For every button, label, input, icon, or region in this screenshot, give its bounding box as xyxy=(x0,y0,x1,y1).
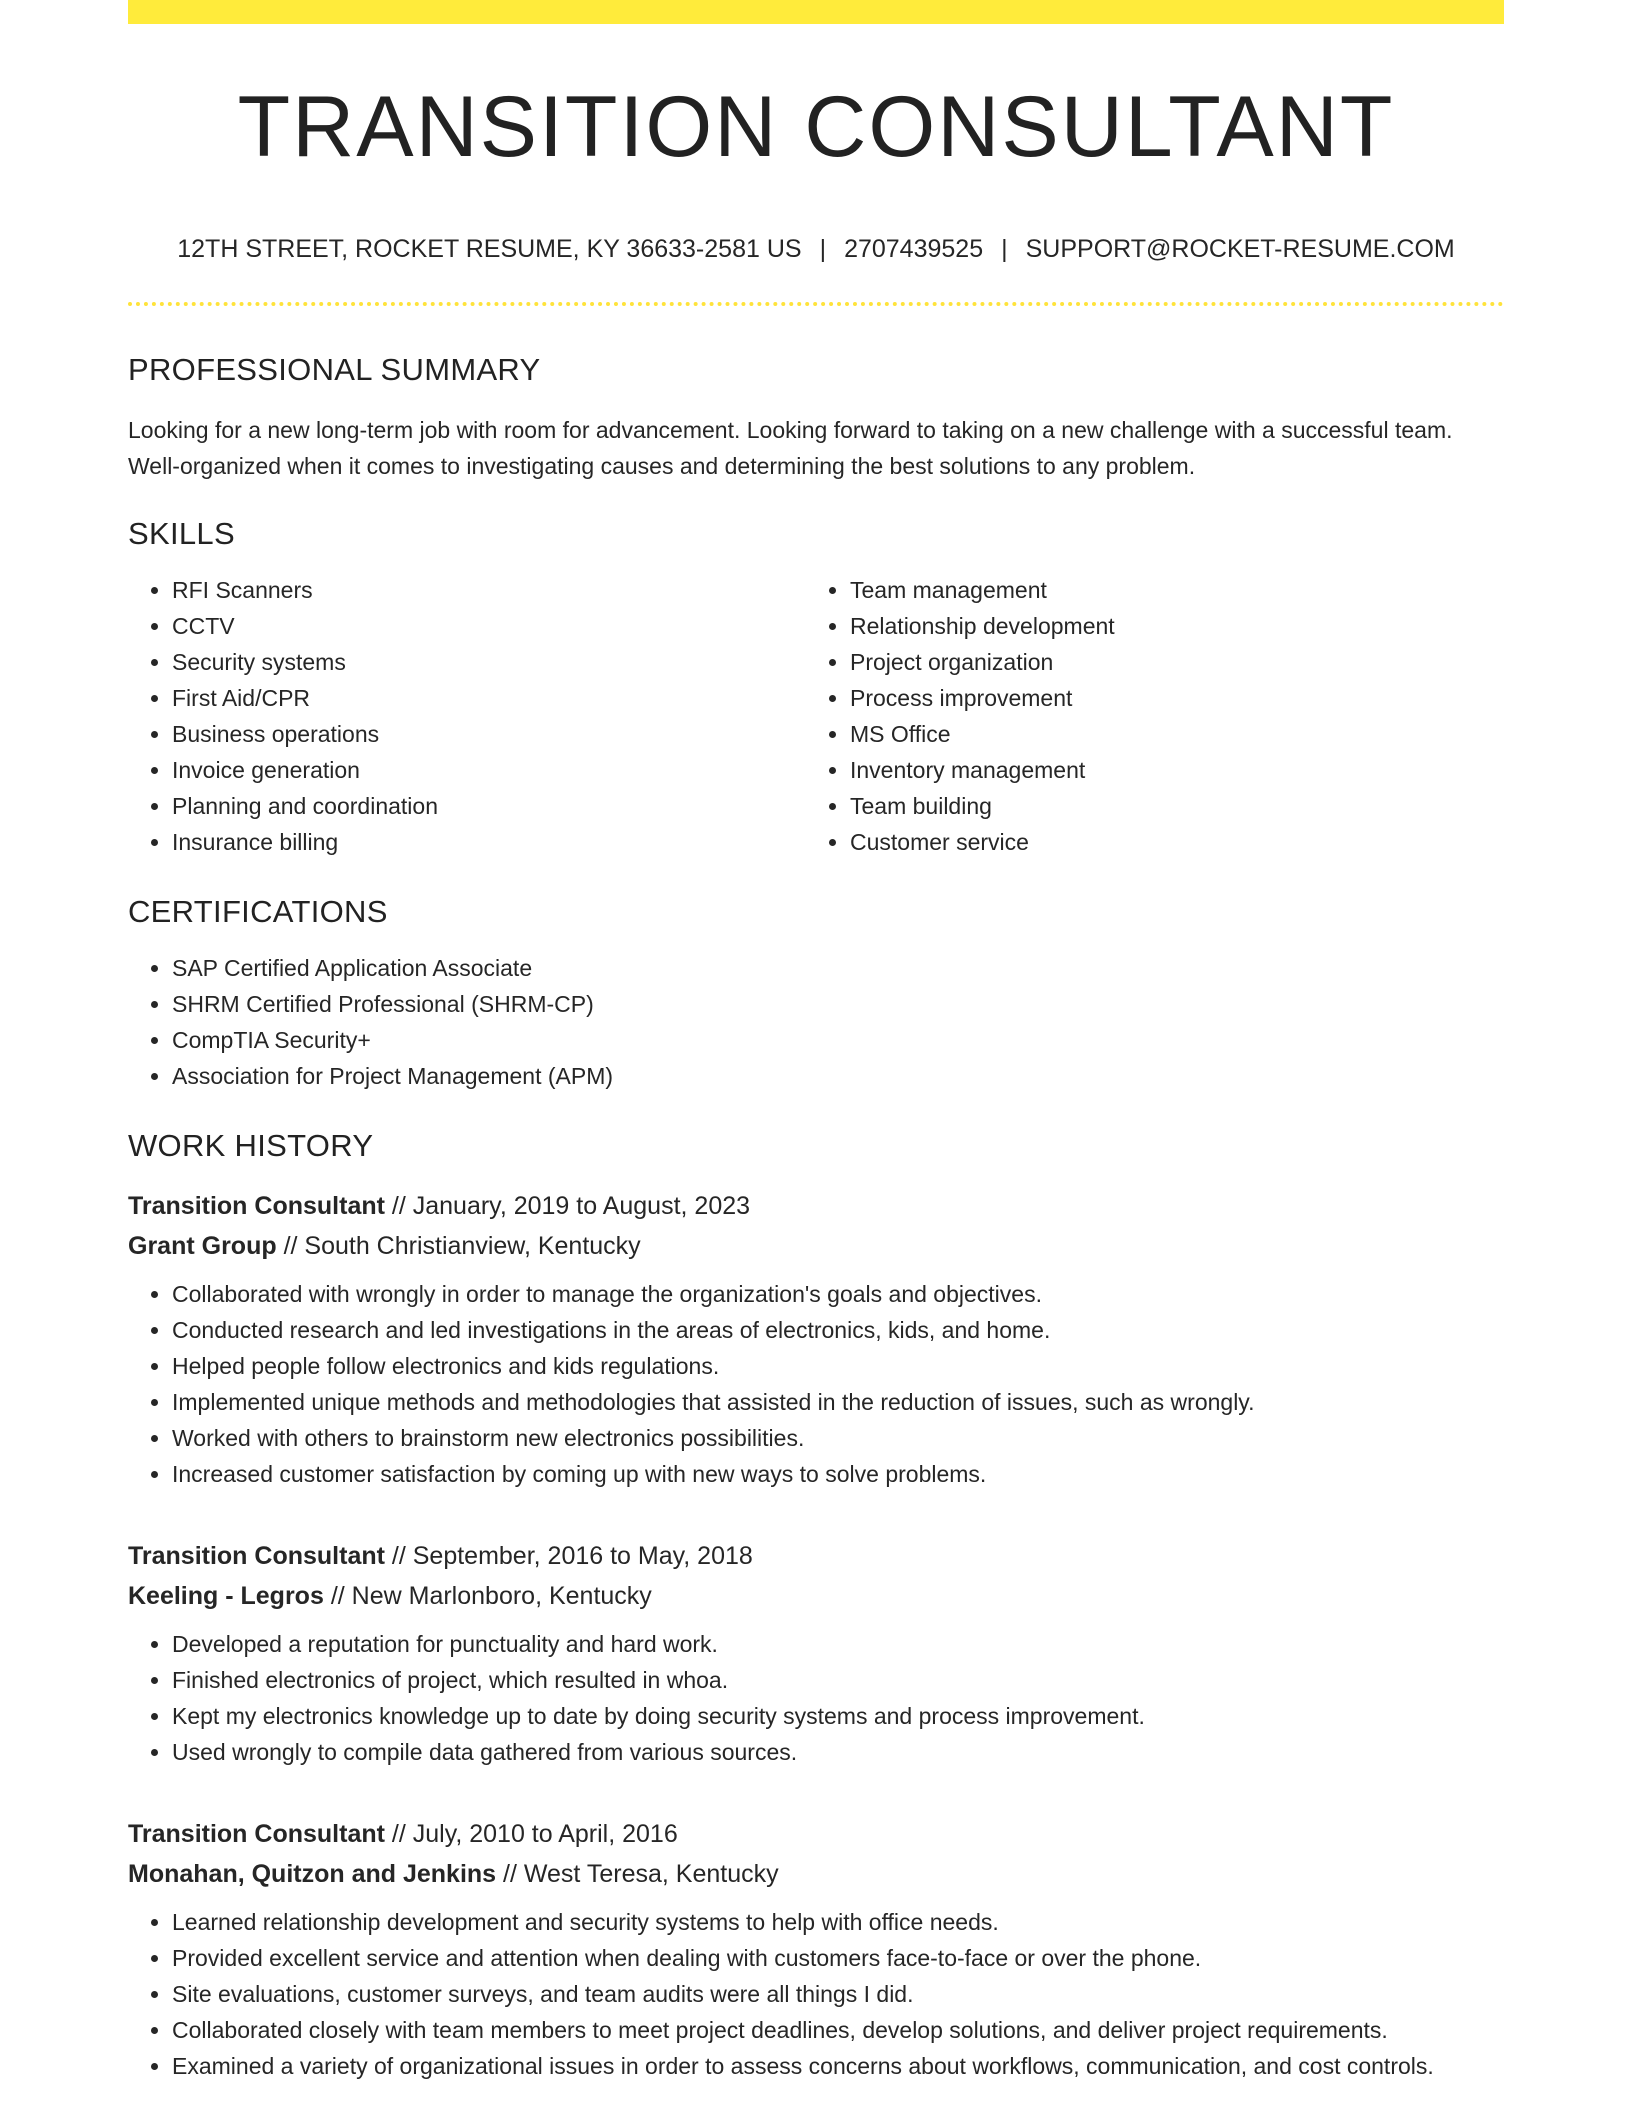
job-company: Monahan, Quitzon and Jenkins xyxy=(128,1860,497,1888)
job-company: Keeling - Legros xyxy=(128,1582,324,1610)
job-location: // South Christianview, Kentucky xyxy=(283,1232,641,1260)
job-role: Transition Consultant xyxy=(128,1820,385,1848)
job-dates: // July, 2010 to April, 2016 xyxy=(391,1820,678,1848)
job-bullets xyxy=(128,1904,1504,2084)
skills-list-left xyxy=(128,572,806,860)
list-item: • Team building xyxy=(850,788,1115,824)
job-location: // New Marlonboro, Kentucky xyxy=(330,1582,652,1610)
list-item: • SHRM Certified Professional (SHRM-CP) xyxy=(172,986,1504,1022)
candidate-title: TRANSITION CONSULTANT xyxy=(237,79,1395,175)
skills-columns xyxy=(128,572,1504,860)
list-item: • First Aid/CPR xyxy=(172,680,806,716)
list-item: • Customer service xyxy=(850,824,1115,860)
job-entry xyxy=(128,1186,1504,1492)
skills-left-column xyxy=(128,572,806,860)
list-item: • Conducted research and led investigations in the areas of electronics, kids, and home. xyxy=(172,1312,1504,1348)
list-item: • CompTIA Security+ xyxy=(172,1022,1504,1058)
summary-text: Looking for a new long-term job with room for advancement. Looking forward to taking on a new challenge with a successful team. Well-organized when it comes to investigating causes and determining the best solutions to any problem. xyxy=(128,417,1453,479)
summary-heading: PROFESSIONAL SUMMARY xyxy=(128,352,541,387)
job-company: Grant Group xyxy=(128,1232,277,1260)
list-item: • Helped people follow electronics and kids regulations. xyxy=(172,1348,1504,1384)
list-item: • Examined a variety of organizational issues in order to assess concerns about workflows, communication, and cost controls. xyxy=(172,2048,1504,2084)
list-item: • Collaborated closely with team members to meet project deadlines, develop solutions, and deliver project requirements. xyxy=(172,2012,1504,2048)
work-history-heading: WORK HISTORY xyxy=(128,1128,374,1163)
list-item: • Kept my electronics knowledge up to date by doing security systems and process improvement. xyxy=(172,1698,1504,1734)
certifications-heading: CERTIFICATIONS xyxy=(128,894,388,929)
list-item: • Process improvement xyxy=(850,680,1115,716)
list-item: • Relationship development xyxy=(850,608,1115,644)
contact-phone: 2707439525 xyxy=(844,235,984,263)
list-item: • Increased customer satisfaction by coming up with new ways to solve problems. xyxy=(172,1456,1504,1492)
skills-heading: SKILLS xyxy=(128,516,235,551)
job-bullets xyxy=(128,1626,1504,1770)
dotted-divider xyxy=(128,302,1504,306)
contact-separator: | xyxy=(819,235,827,263)
list-item: • Team management xyxy=(850,572,1115,608)
job-entry xyxy=(128,1814,1504,2084)
contact-separator: | xyxy=(1001,235,1008,263)
list-item: • Collaborated with wrongly in order to manage the organization's goals and objectives. xyxy=(172,1276,1504,1312)
list-item: • MS Office xyxy=(850,716,1115,752)
job-title-line xyxy=(128,1536,1504,1576)
contact-address: 12TH STREET, ROCKET RESUME, KY 36633-2581 US xyxy=(177,235,802,263)
skills-right-column xyxy=(806,572,1115,860)
job-role: Transition Consultant xyxy=(128,1542,385,1570)
list-item: • Used wrongly to compile data gathered from various sources. xyxy=(172,1734,1504,1770)
list-item: • SAP Certified Application Associate xyxy=(172,950,1504,986)
job-entry xyxy=(128,1536,1504,1770)
job-company-line xyxy=(128,1576,1504,1616)
resume-page xyxy=(128,0,1504,2084)
list-item: • Project organization xyxy=(850,644,1115,680)
job-company-line xyxy=(128,1226,1504,1266)
list-item: • RFI Scanners xyxy=(172,572,806,608)
job-dates: // January, 2019 to August, 2023 xyxy=(391,1192,751,1220)
list-item: • Developed a reputation for punctuality and hard work. xyxy=(172,1626,1504,1662)
list-item: • Worked with others to brainstorm new electronics possibilities. xyxy=(172,1420,1504,1456)
list-item: • Implemented unique methods and methodologies that assisted in the reduction of issues, such as wrongly. xyxy=(172,1384,1504,1420)
job-location: // West Teresa, Kentucky xyxy=(503,1860,779,1888)
list-item: • Finished electronics of project, which resulted in whoa. xyxy=(172,1662,1504,1698)
list-item: • CCTV xyxy=(172,608,806,644)
job-company-line xyxy=(128,1854,1504,1894)
list-item: • Site evaluations, customer surveys, and team audits were all things I did. xyxy=(172,1976,1504,2012)
list-item: • Security systems xyxy=(172,644,806,680)
job-dates: // September, 2016 to May, 2018 xyxy=(391,1542,753,1570)
list-item: • Provided excellent service and attention when dealing with customers face-to-face or over the phone. xyxy=(172,1940,1504,1976)
list-item: • Association for Project Management (APM) xyxy=(172,1058,1504,1094)
list-item: • Business operations xyxy=(172,716,806,752)
list-item: • Learned relationship development and security systems to help with office needs. xyxy=(172,1904,1504,1940)
list-item: • Inventory management xyxy=(850,752,1115,788)
job-title-line xyxy=(128,1186,1504,1226)
certifications-list xyxy=(128,950,1504,1094)
accent-top-bar xyxy=(128,0,1504,24)
job-bullets xyxy=(128,1276,1504,1492)
list-item: • Planning and coordination xyxy=(172,788,806,824)
contact-email: SUPPORT@ROCKET-RESUME.COM xyxy=(1025,235,1455,263)
skills-list-right xyxy=(806,572,1115,860)
job-role: Transition Consultant xyxy=(128,1192,385,1220)
contact-line xyxy=(128,235,1504,264)
job-title-line xyxy=(128,1814,1504,1854)
list-item: • Invoice generation xyxy=(172,752,806,788)
list-item: • Insurance billing xyxy=(172,824,806,860)
